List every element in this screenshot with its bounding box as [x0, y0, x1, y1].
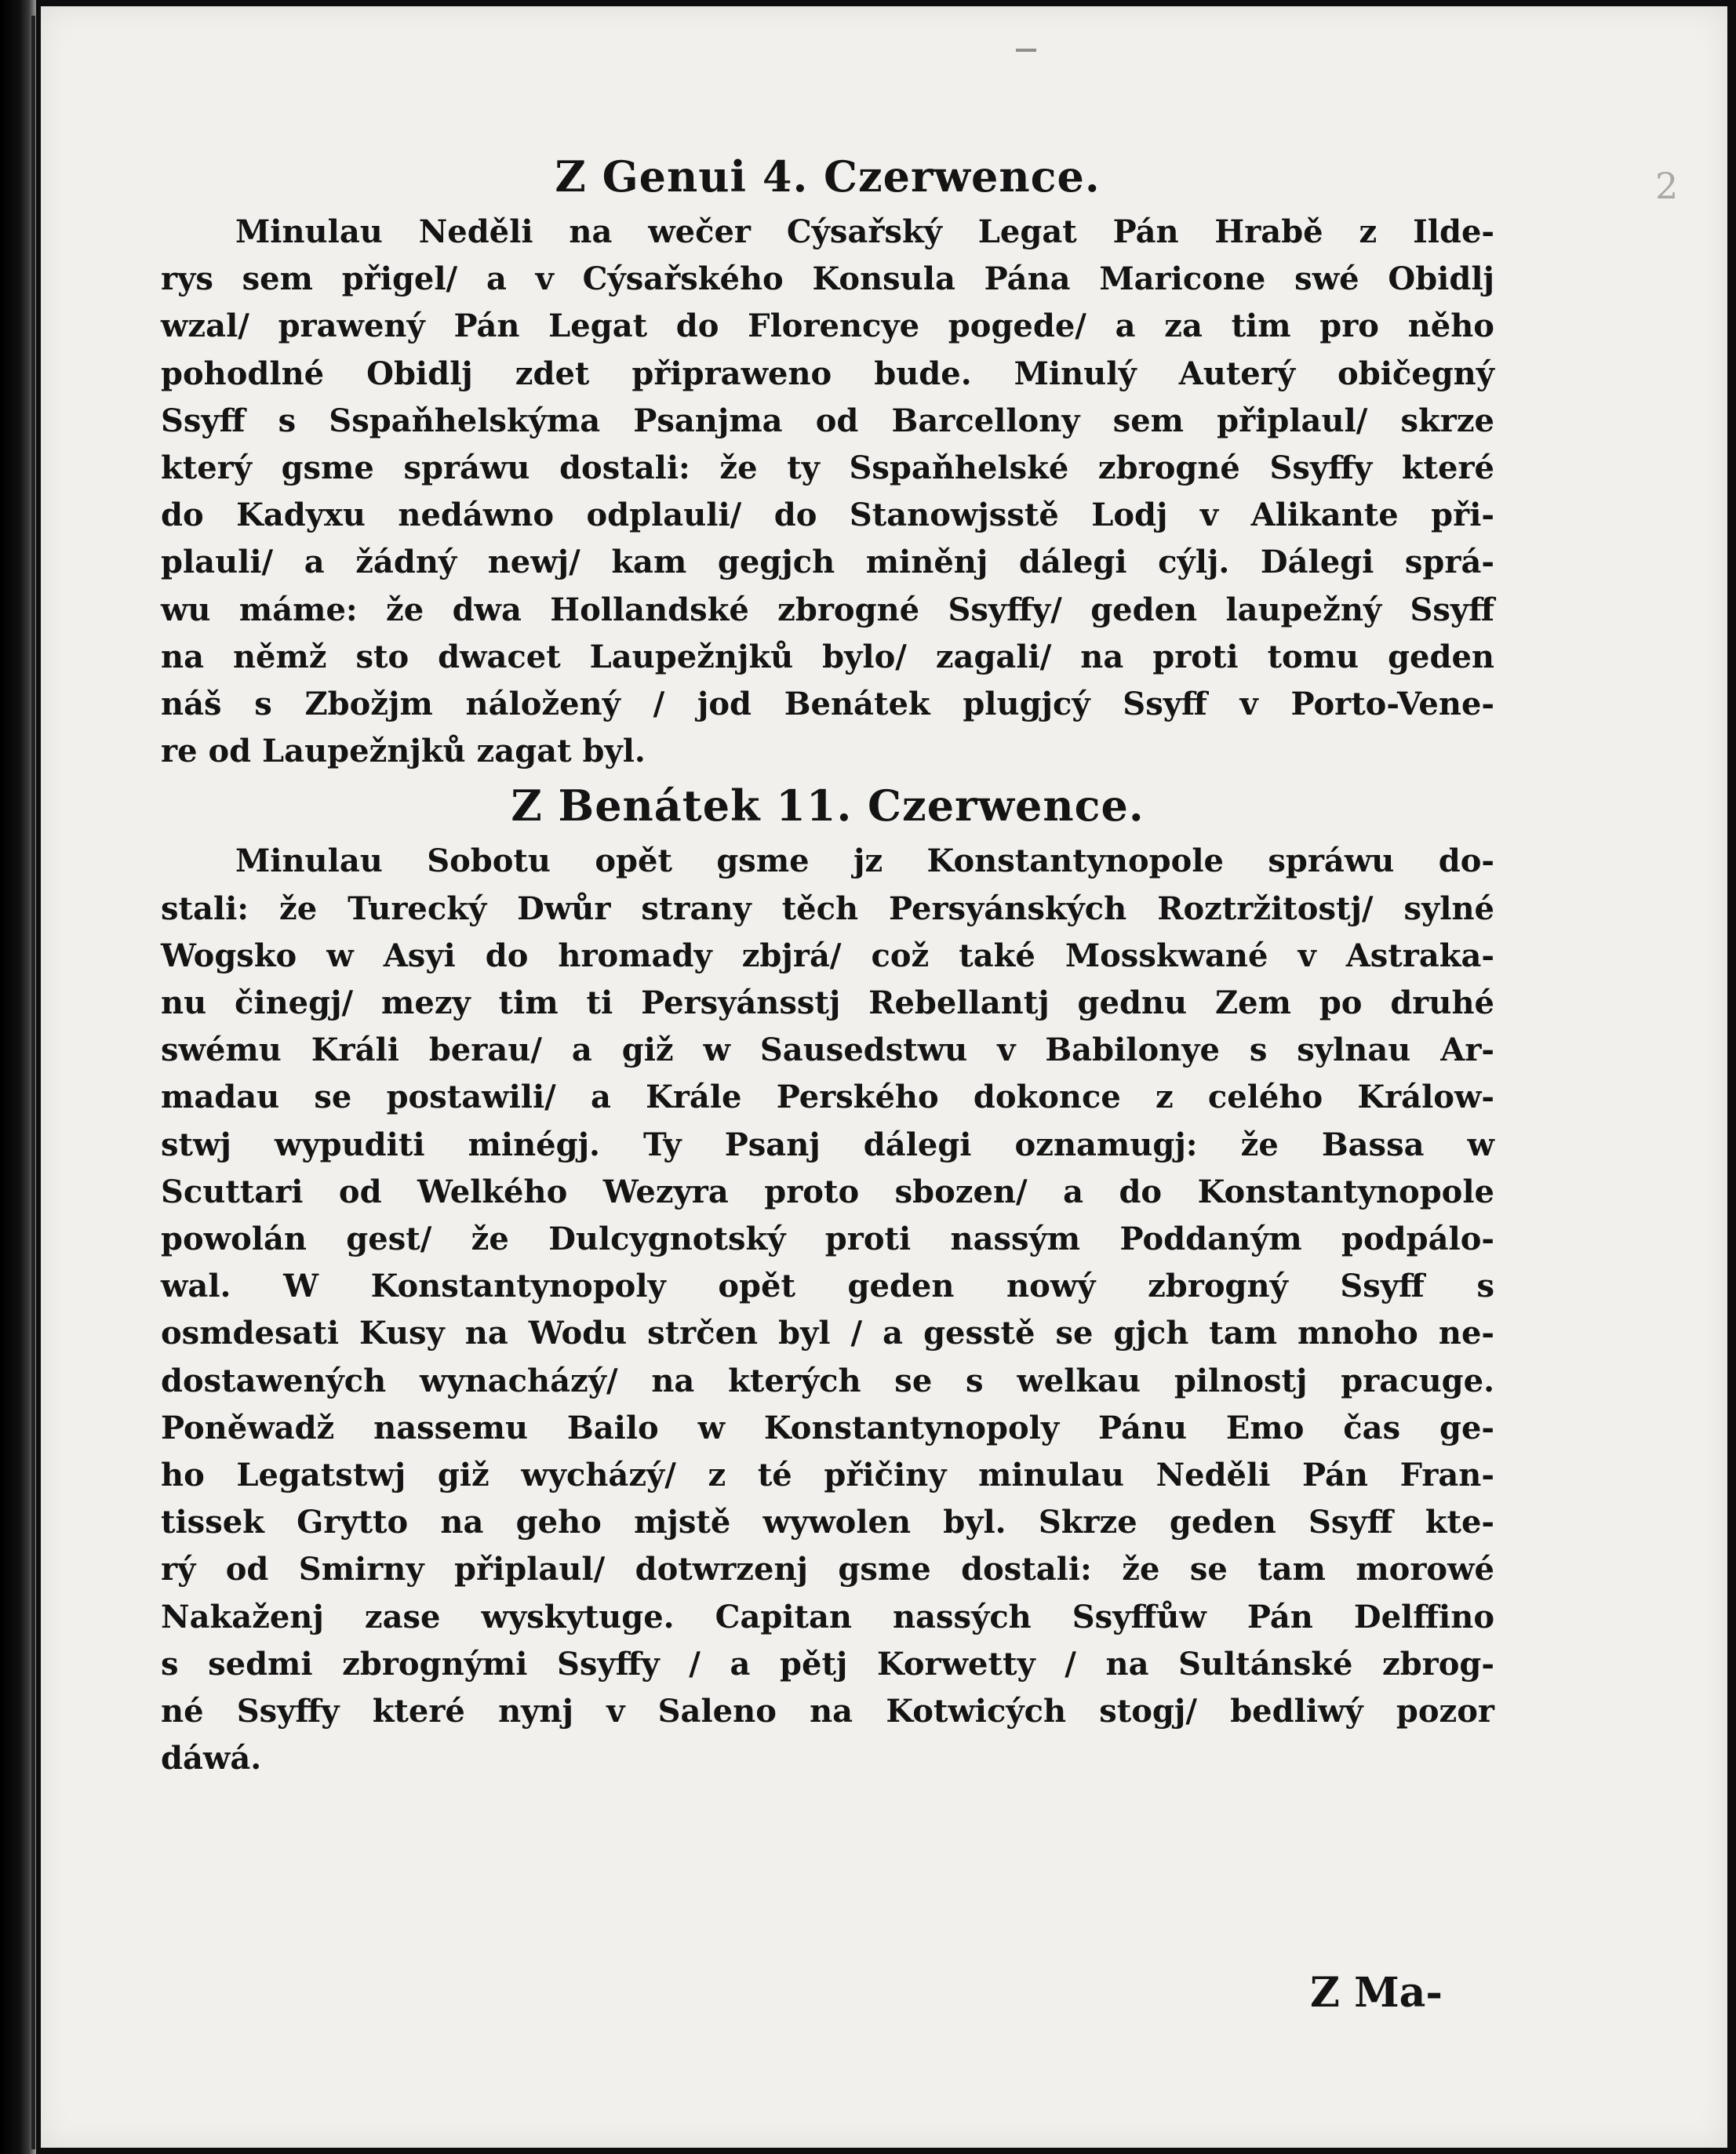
text-line: rys sem přigel/ a v Cýsařského Konsula Pána Maricone swé Obidlj	[161, 260, 1494, 298]
text-line: dáwá.	[161, 1740, 262, 1777]
text-line: Ssyff s Sspaňhelskýma Psanjma od Barcellony sem připlaul/ skrze	[161, 402, 1494, 439]
text-line: Scuttari od Welkého Wezyra proto sbozen/ a do Konstantynopole	[161, 1173, 1494, 1210]
text-line: náš s Zbožjm náložený / jod Benátek plugjcý Ssyff v Porto-Vene-	[161, 686, 1494, 723]
catchword: Z Ma-	[1310, 1969, 1443, 2017]
binding-line	[31, 16, 35, 2149]
page-corner-mark: 2	[1655, 165, 1679, 207]
text-line: ho Legatstwj giž wycházý/ z té přičiny minulau Neděli Pán Fran-	[161, 1457, 1494, 1494]
text-line: madau se postawili/ a Krále Perského dokonce z celého Králow-	[161, 1079, 1494, 1116]
text-line: wu máme: že dwa Hollandské zbrogné Ssyffy/ geden laupežný Ssyff	[161, 591, 1494, 628]
page-dash-mark	[1016, 49, 1036, 52]
text-line: Nakaženj zase wyskytuge. Capitan nassých Ssyffůw Pán Delffino	[161, 1598, 1494, 1636]
text-line: na němž sto dwacet Laupežnjků bylo/ zagali/ na proti tomu geden	[161, 638, 1494, 675]
text-line: do Kadyxu nedáwno odplauli/ do Stanowjsstě Lodj v Alikante při-	[161, 497, 1494, 534]
text-line: swému Králi berau/ a giž w Sausedstwu v Babilonye s sylnau Ar-	[161, 1032, 1494, 1069]
text-line: stali: že Turecký Dwůr strany těch Persyánských Roztržitostj/ sylné	[161, 890, 1494, 927]
text-line: né Ssyffy které nynj v Saleno na Kotwicých stogj/ bedliwý pozor	[161, 1693, 1494, 1730]
text-line: stwj wypuditi minégj. Ty Psanj dálegi oznamugj: že Bassa w	[161, 1126, 1494, 1163]
text-line: nu činegj/ mezy tim ti Persyánsstj Rebellantj gednu Zem po druhé	[161, 984, 1494, 1022]
text-line: osmdesati Kusy na Wodu strčen byl / a gesstě se gjch tam mnoho ne-	[161, 1315, 1494, 1352]
article-body	[161, 147, 1494, 1783]
text-line: pohodlné Obidlj zdet připraweno bude. Minulý Auterý običegný	[161, 355, 1494, 392]
text-line: re od Laupežnjků zagat byl.	[161, 733, 646, 770]
text-line: který gsme spráwu dostali: že ty Sspaňhelské zbrogné Ssyffy které	[161, 449, 1494, 487]
text-line: tissek Grytto na geho mjstě wywolen byl. Skrze geden Ssyff kte-	[161, 1504, 1494, 1541]
text-line: Minulau Neděli na wečer Cýsařský Legat Pán Hrabě z Ilde-	[235, 213, 1494, 250]
text-line: dostawených wynacházý/ na kterých se s welkau pilnostj pracuge.	[161, 1362, 1494, 1399]
text-line: wzal/ prawený Pán Legat do Florencye pogede/ a za tim pro něho	[161, 307, 1494, 345]
text-line: rý od Smirny připlaul/ dotwrzenj gsme dostali: že se tam morowé	[161, 1551, 1494, 1588]
section-heading-venice: Z Benátek 11. Czerwence.	[511, 780, 1145, 831]
section-heading-genoa: Z Genui 4. Czerwence.	[555, 151, 1101, 202]
text-line: powolán gest/ že Dulcygnotský proti nassým Poddaným podpálo-	[161, 1221, 1494, 1258]
text-line: Wogsko w Asyi do hromady zbjrá/ což také Mosskwané v Astraka-	[161, 937, 1494, 974]
text-line: Minulau Sobotu opět gsme jz Konstantynopole spráwu do-	[235, 842, 1494, 880]
text-line: Poněwadž nassemu Bailo w Konstantynopoly Pánu Emo čas ge-	[161, 1409, 1494, 1446]
paragraph-venice	[161, 838, 1494, 1782]
text-line: wal. W Konstantynopoly opět geden nowý zbrogný Ssyff s	[161, 1268, 1494, 1305]
text-line: s sedmi zbrognými Ssyffy / a pětj Korwetty / na Sultánské zbrog-	[161, 1645, 1494, 1683]
text-line: plauli/ a žádný newj/ kam gegjch miněnj dálegi cýlj. Dálegi sprá-	[161, 544, 1494, 581]
paragraph-genoa	[161, 209, 1494, 775]
